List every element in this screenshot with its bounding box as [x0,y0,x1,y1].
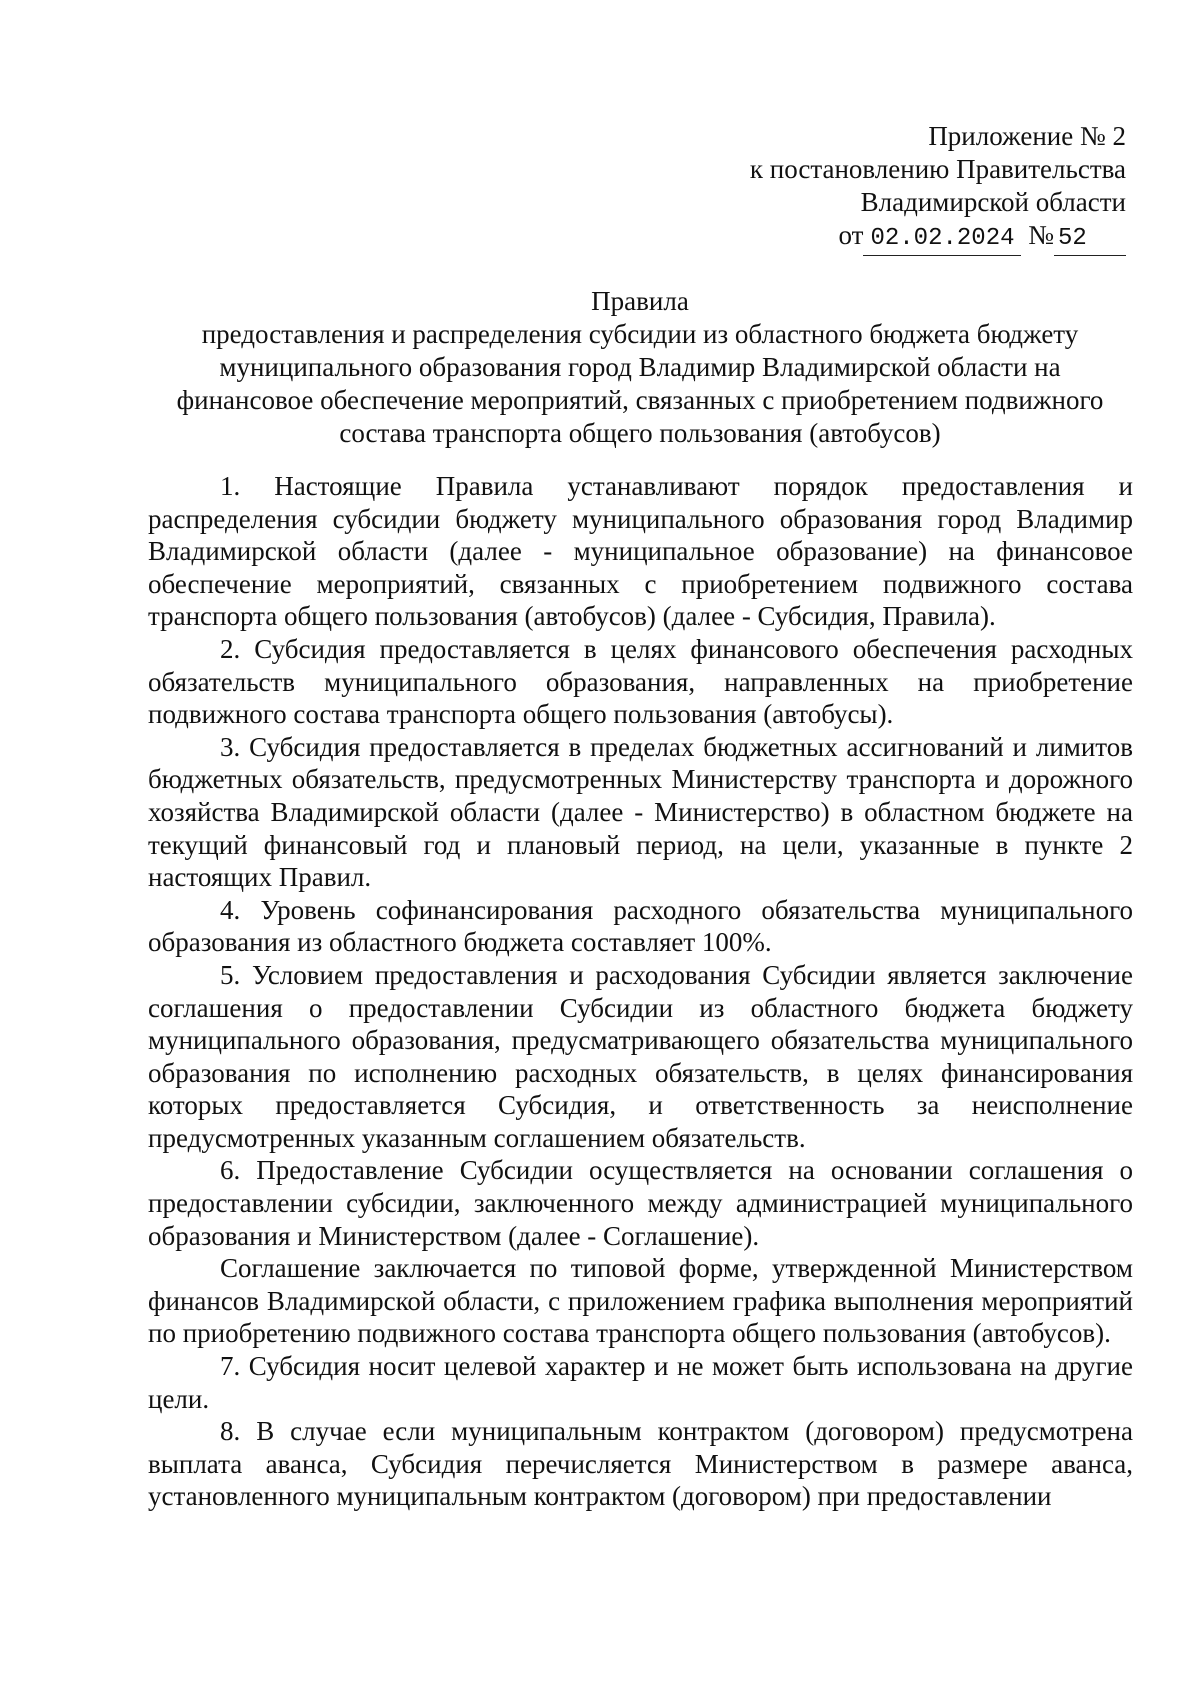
appendix-region: Владимирской области [860,187,1126,217]
appendix-date-line [750,219,1126,256]
title-line: предоставления и распределения субсидии из областного бюджета бюджету [201,319,1079,349]
paragraph-1: 1. Настоящие Правила устанавливают порядок предоставления и распределения субсидии бюджету муниципального образования город Владимир Владимирской области (далее - муниципальное образование) на финансовое обеспечение мероприятий, связанных с приобретением подвижного состава транспорта общего пользования (автобусов) (далее - Субсидия, Правила). [148,471,1133,632]
paragraph-4: 4. Уровень софинансирования расходного обязательства муниципального образования из областного бюджета составляет 100%. [148,894,1133,958]
paragraph-8: 8. В случае если муниципальным контрактом (договором) предусмотрена выплата аванса, Субсидия перечисляется Министерством в размере аванса, установленного муниципальным контрактом (договором) при предоставлении [148,1416,1133,1512]
resolution-number: 52 [1054,222,1126,256]
document-title [140,285,1140,450]
paragraph-5: 5. Условием предоставления и расходования Субсидии является заключение соглашения о предоставлении Субсидии из областного бюджета бюджету муниципального образования, предусматривающего обязательства муниципального образования по исполнению расходных обязательств, в целях финансирования которых предоставляется Субсидия, и ответственность за неисполнение предусмотренных указанным соглашением обязательств. [148,959,1133,1153]
appendix-number: Приложение № 2 [928,121,1126,151]
resolution-date: 02.02.2024 [863,222,1021,256]
appendix-resolution-ref: к постановлению Правительства [749,154,1126,184]
paragraph-6: 6. Предоставление Субсидии осуществляется на основании соглашения о предоставлении субсидии, заключенного между администрацией муниципального образования и Министерством (далее - Соглашение). [148,1155,1133,1251]
appendix-header [750,120,1126,256]
title-line: муниципального образования город Владимир Владимирской области на [219,352,1061,382]
title-line: финансовое обеспечение мероприятий, связанных с приобретением подвижного [176,385,1104,415]
title-line: состава транспорта общего пользования (автобусов) [339,418,941,448]
paragraph-2: 2. Субсидия предоставляется в целях финансового обеспечения расходных обязательств муниципального образования, направленных на приобретение подвижного состава транспорта общего пользования (автобусы). [148,633,1133,730]
paragraph-7: 7. Субсидия носит целевой характер и не может быть использована на другие цели. [148,1351,1133,1414]
paragraph-3: 3. Субсидия предоставляется в пределах бюджетных ассигнований и лимитов бюджетных обязательств, предусмотренных Министерству транспорта и дорожного хозяйства Владимирской области (далее - Министерство) в областном бюджете на текущий финансовый год и плановый период, на цели, указанные в пункте 2 настоящих Правил. [148,731,1133,893]
paragraph-6-agreement: Соглашение заключается по типовой форме, утвержденной Министерством финансов Владимирской области, с приложением графика выполнения мероприятий по приобретению подвижного состава транспорта общего пользования (автобусов). [148,1253,1133,1349]
number-prefix: № [1028,220,1054,250]
document-body [148,470,1133,1513]
date-prefix: от [838,220,864,250]
title-heading: Правила [591,286,689,316]
